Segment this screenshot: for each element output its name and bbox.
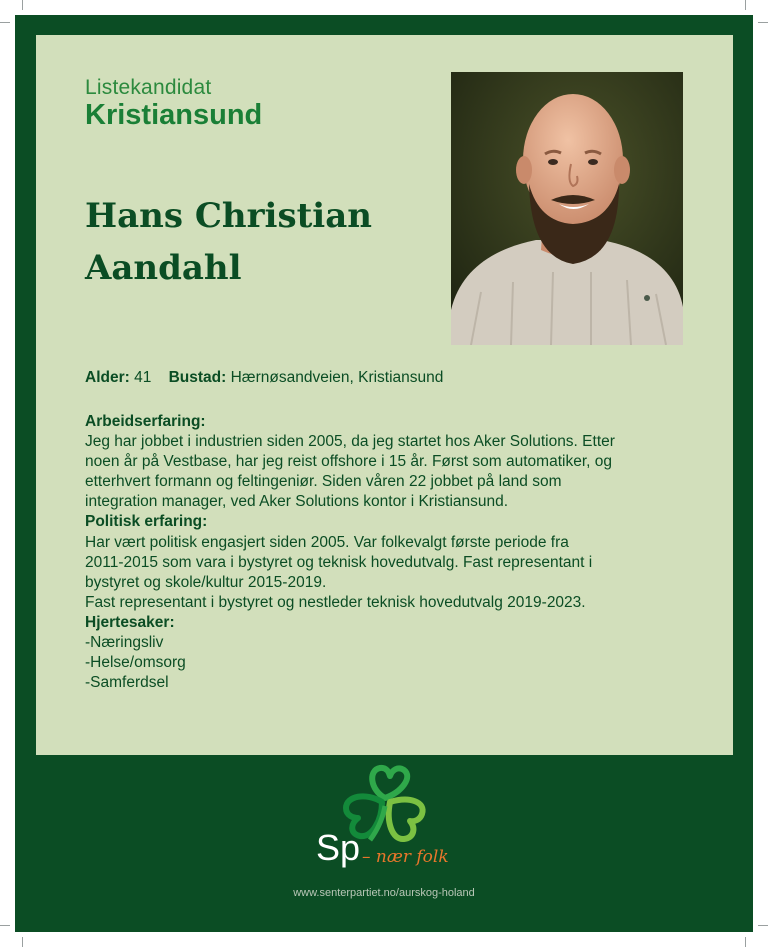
- politics-line: 2011-2015 som vara i bystyret og teknisk hovedutvalg. Fast representant i: [85, 553, 593, 571]
- work-line: Jeg har jobbet i industrien siden 2005, da jeg startet hos Aker Solutions. Etter: [85, 433, 615, 451]
- slogan-text: – nær folk: [362, 847, 449, 867]
- work-line: integration manager, ved Aker Solutions kontor i Kristiansund.: [85, 493, 509, 511]
- politics-line: Fast representant i bystyret og nestleder teknisk hovedutvalg 2019-2023.: [85, 593, 586, 611]
- candidate-details: [85, 369, 443, 387]
- priorities-heading: Hjertesaker:: [85, 613, 175, 631]
- crop-mark: [758, 22, 768, 23]
- candidate-name-line2: Aandahl: [85, 248, 242, 288]
- politics-line: Har vært politisk engasjert siden 2005. Var folkevalgt første periode fra: [85, 533, 569, 551]
- work-heading: Arbeidserfaring:: [85, 413, 206, 430]
- priority-item: -Næringsliv: [85, 634, 164, 652]
- crop-mark: [745, 0, 746, 10]
- work-line: etterhvert formann og feltingeniør. Siden våren 22 jobbet på land som: [85, 473, 562, 491]
- priority-item: -Helse/omsorg: [85, 654, 186, 672]
- crop-mark: [0, 22, 10, 23]
- list-candidate-label: Listekandidat: [85, 76, 212, 99]
- crop-mark: [22, 937, 23, 947]
- age-value: 41: [134, 369, 152, 386]
- candidate-bio: [85, 412, 685, 693]
- website-url: www.senterpartiet.no/aurskog-holand: [293, 887, 475, 899]
- address-value: Hærnøsandveien, Kristiansund: [230, 369, 444, 386]
- politics-line: bystyret og skole/kultur 2015-2019.: [85, 573, 327, 591]
- crop-mark: [758, 925, 768, 926]
- crop-mark: [0, 925, 10, 926]
- address-label: Bustad:: [168, 369, 227, 386]
- logo-text: Sp: [316, 827, 361, 868]
- party-logo: [310, 762, 460, 877]
- candidate-name-line1: Hans Christian: [85, 196, 372, 236]
- candidate-name: [85, 190, 425, 294]
- age-label: Alder:: [85, 369, 130, 386]
- candidate-photo: [451, 72, 683, 345]
- politics-heading: Politisk erfaring:: [85, 513, 208, 531]
- priority-item: -Samferdsel: [85, 674, 169, 692]
- location-title: Kristiansund: [85, 99, 263, 131]
- work-line: noen år på Vestbase, har jeg reist offshore i 15 år. Først som automatiker, og: [85, 453, 612, 471]
- crop-mark: [22, 0, 23, 10]
- crop-mark: [745, 937, 746, 947]
